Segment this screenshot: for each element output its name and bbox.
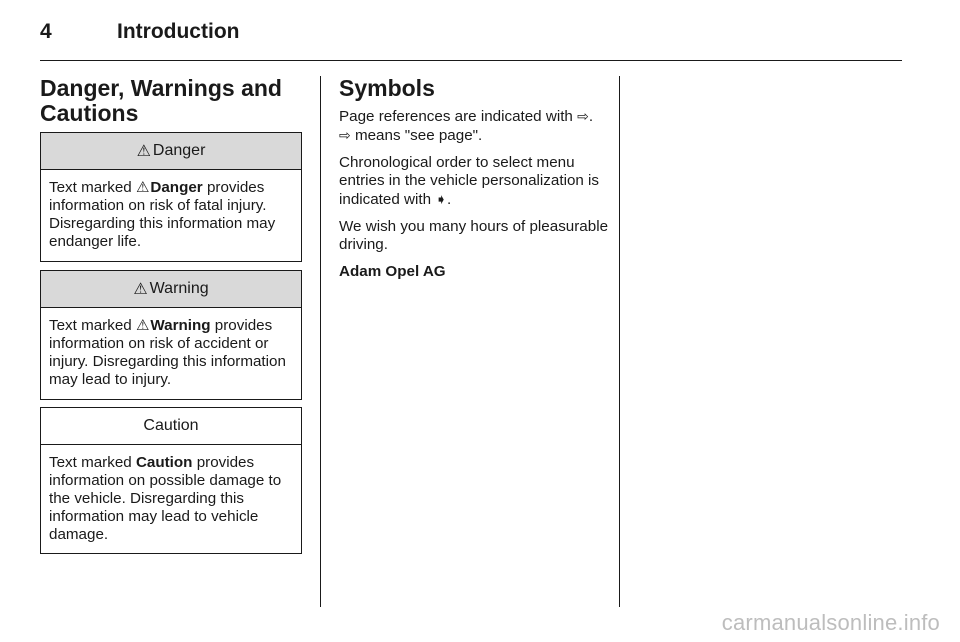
caution-text-post: provides information on possible damage to the vehicle. Disregarding this information may lead to vehicle damage.: [49, 454, 282, 543]
page-ref-text-a: Page references are indicated with: [339, 108, 578, 125]
page-ref-text-c: means "see page".: [350, 127, 483, 144]
danger-text-bold: Danger: [150, 179, 203, 196]
watermark: carmanualsonline.info: [721, 610, 940, 635]
warning-notice-header: [41, 271, 301, 308]
signature: Adam Opel AG: [339, 263, 446, 280]
heading-line-2: Cautions: [40, 100, 139, 126]
middle-column: [339, 76, 609, 281]
danger-notice-title: Danger: [152, 142, 206, 159]
warning-triangle-icon: ⚠: [135, 179, 150, 196]
menu-order-arrow-icon: ➧: [435, 191, 447, 207]
section-heading-symbols: Symbols: [339, 75, 435, 101]
menu-order-paragraph: [339, 154, 609, 209]
menu-order-text-a: Chronological order to select menu entries in the vehicle personalization is indicated with: [339, 154, 600, 208]
danger-notice-body: [41, 170, 301, 260]
caution-notice-body: [41, 445, 301, 553]
caution-notice-title: Caution: [143, 417, 199, 434]
caution-notice: [40, 407, 302, 554]
warning-triangle-icon: ⚠: [136, 143, 151, 160]
warning-text-bold: Warning: [150, 317, 211, 334]
left-column: [40, 75, 302, 543]
warning-text-pre: Text marked: [49, 317, 136, 334]
danger-notice: [40, 132, 302, 262]
page-reference-arrow-icon: ⇨: [339, 127, 351, 143]
danger-text-post: provides information on risk of fatal injury. Disregarding this information may endanger life.: [49, 179, 276, 250]
page-reference-paragraph: [339, 107, 609, 145]
heading-line-1: Danger, Warnings and: [40, 75, 282, 101]
header-rule: [40, 60, 902, 61]
running-title: Introduction: [117, 20, 240, 43]
closing-paragraph: We wish you many hours of pleasurable driving.: [339, 218, 609, 253]
column-divider-2: [619, 76, 620, 607]
page-ref-text-b: .: [588, 108, 594, 125]
caution-notice-header: [41, 408, 301, 445]
section-heading-danger-warnings: [40, 76, 302, 126]
page-header: [40, 20, 902, 60]
warning-text-post: provides information on risk of accident or injury. Disregarding this information may lead to injury.: [49, 317, 286, 388]
warning-notice-body: [41, 308, 301, 398]
caution-text-pre: Text marked: [49, 454, 136, 471]
warning-notice-title: Warning: [149, 280, 209, 297]
warning-triangle-icon: ⚠: [135, 317, 150, 334]
danger-text-pre: Text marked: [49, 179, 136, 196]
menu-order-text-b: .: [446, 191, 452, 208]
warning-triangle-icon: ⚠: [133, 281, 148, 298]
column-divider-1: [320, 76, 321, 607]
caution-text-bold: Caution: [135, 454, 193, 471]
page-number: 4: [40, 20, 52, 43]
page-reference-arrow-icon: ⇨: [577, 108, 589, 124]
danger-notice-header: [41, 133, 301, 170]
warning-notice: [40, 270, 302, 400]
